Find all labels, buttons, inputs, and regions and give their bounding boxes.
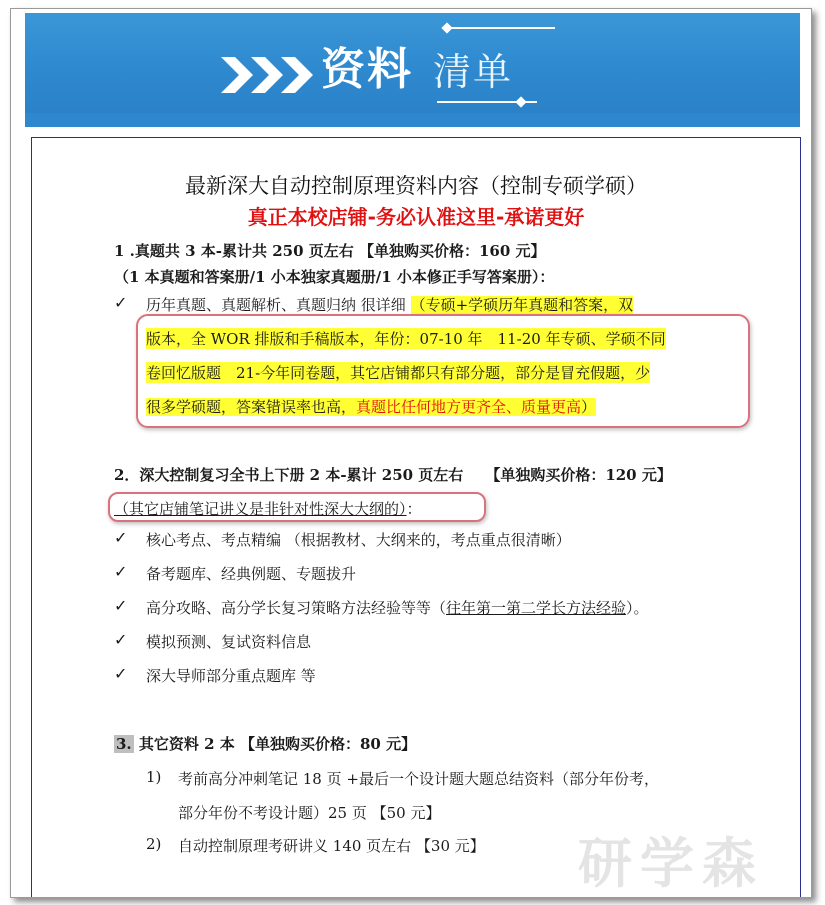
check-icon: ✓ (114, 562, 128, 581)
decor-line (445, 27, 555, 29)
check-icon: ✓ (114, 528, 128, 547)
section2-title-main: 2．深大控制复习全书上下册 2 本-累计 250 页左右 (114, 466, 464, 484)
section3-title-text: 其它资料 2 本 【单独购买价格：80 元】 (133, 735, 417, 753)
list-item: 深大导师部分重点题库 等 (146, 667, 316, 685)
red-callout-box (136, 314, 750, 428)
section1-title: 1 .真题共 3 本-累计共 250 页左右 【单独购买价格：160 元】 (114, 242, 546, 260)
list-item (146, 597, 649, 618)
red-callout-box (108, 492, 486, 522)
banner-title-light: 清单 (433, 50, 514, 94)
section1-item (146, 294, 633, 315)
list-item-text: 高分攻略、高分学长复习策略方法经验等等（ (146, 599, 447, 617)
highlight-red-text: 真题比任何地方更齐全、质量更高 (356, 398, 582, 416)
section2-note-suffix: ： (406, 500, 422, 518)
check-icon: ✓ (114, 664, 128, 683)
section3-number: 3. (116, 735, 132, 753)
banner-title-bold: 资料 (321, 44, 413, 95)
section1-highlight-3: 卷回忆版题 21-今年同卷题，其它店铺都只有部分题，部分是冒充假题，少 (146, 364, 651, 382)
section2-title (114, 464, 672, 485)
check-icon: ✓ (114, 596, 128, 615)
watermark: 研学森 (578, 832, 764, 895)
section2-note-text: （其它店铺笔记讲义是非针对性深大大纲的） (114, 500, 407, 518)
section2-price: 【单独购买价格：120 元】 (485, 466, 672, 484)
slogan: 真正本校店铺-务必认准这里-承诺更好 (247, 205, 585, 229)
highlight-text: 很多学硕题，答案错误率也高， (146, 398, 357, 416)
list-item-underlined: 往年第一第二学长方法经验 (446, 599, 627, 617)
section3-item2-line1: 自动控制原理考研讲义 140 页左右 【30 元】 (178, 837, 485, 855)
section3-title (114, 733, 416, 754)
decor-diamond (515, 96, 526, 107)
section1-highlight-1: （专硕+学硕历年真题和答案，双 (410, 296, 634, 314)
list-item: 备考题库、经典例题、专题拔升 (146, 565, 357, 583)
section3-item-number: 2) (146, 835, 162, 853)
decor-diamond (441, 22, 452, 33)
document-heading: 最新深大自动控制原理资料内容（控制专硕学硕） (185, 174, 647, 198)
section3-item1-line2: 部分年份不考设计题）25 页 【50 元】 (178, 804, 441, 822)
content-box (31, 137, 801, 898)
section3-item-number: 1) (146, 768, 162, 786)
list-item: 模拟预测、复试资料信息 (146, 633, 312, 651)
check-icon: ✓ (114, 630, 128, 649)
section1-subtitle: （1 本真题和答案册/1 小本独家真题册/1 小本修正手写答案册）： (114, 268, 555, 286)
banner-stripe (25, 113, 800, 127)
check-icon: ✓ (114, 293, 128, 312)
double-chevron-icon (221, 57, 317, 93)
list-item-end: ）。 (626, 599, 649, 617)
list-item: 核心考点、考点精编 （根据教材、大纲来的，考点重点很清晰） (146, 531, 571, 549)
highlight-text: ） (581, 398, 597, 416)
section3-item1-line1: 考前高分冲刺笔记 18 页 +最后一个设计题大题总结资料（部分年份考， (178, 770, 659, 788)
header-banner (25, 13, 800, 127)
document-page (10, 8, 812, 898)
section1-highlight-2: 版本，全 WOR 排版和手稿版本，年份：07-10 年 11-20 年专硕、学硕不同 (146, 330, 666, 348)
section1-item-plain: 历年真题、真题解析、真题归纳 很详细 (146, 296, 406, 314)
